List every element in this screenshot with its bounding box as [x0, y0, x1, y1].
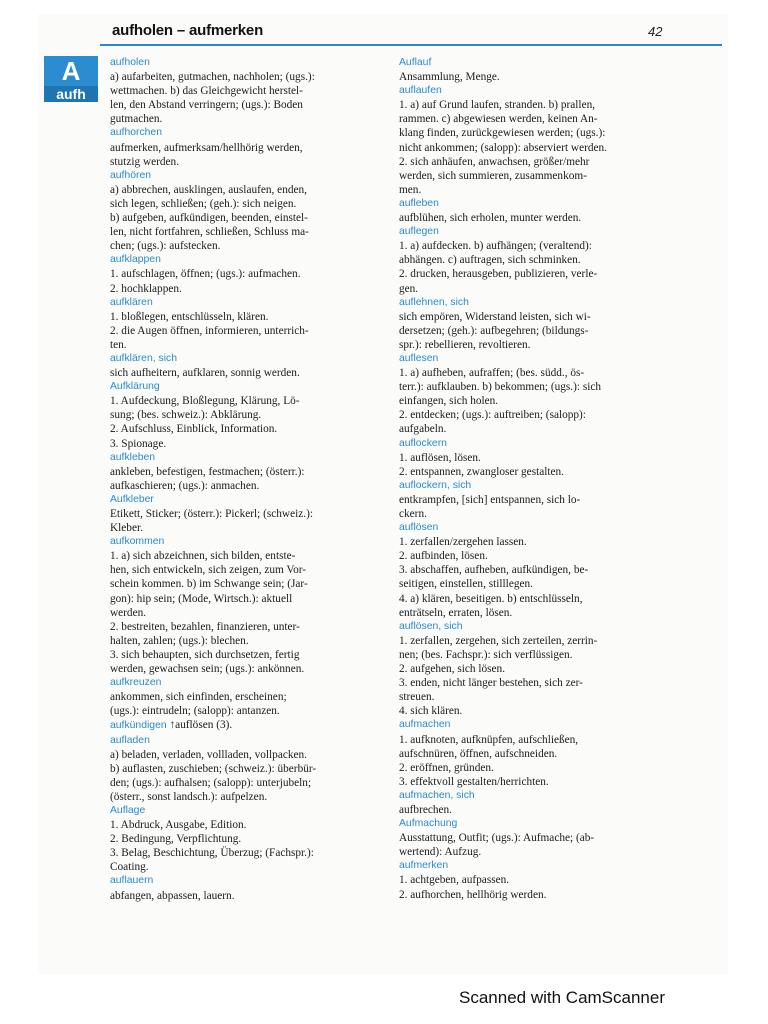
entry-text-line: Coating.: [110, 861, 149, 874]
entry-headword: aufklären: [110, 296, 153, 308]
entry-text-line: 3. enden, nicht länger bestehen, sich zer-: [399, 677, 583, 690]
entry-text-line: 1. a) auf Grund laufen, stranden. b) prallen,: [399, 99, 596, 112]
entry-headword: aufleben: [399, 197, 439, 209]
entry-text-line: sich legen, schließen; (geh.): sich neigen.: [110, 197, 297, 210]
entry-headword: auflockern: [399, 437, 447, 449]
entry-text-line: 2. drucken, herausgeben, publizieren, verle-: [399, 268, 598, 281]
entry-headword: aufhorchen: [110, 127, 162, 139]
entry-text-line: Kleber.: [110, 522, 143, 535]
page-header-title: aufholen – aufmerken: [112, 22, 264, 39]
entry-headword: auflösen, sich: [399, 620, 463, 632]
entry-text-line: 1. aufschlagen, öffnen; (ugs.): aufmachen.: [110, 268, 301, 281]
entry-text-line: werden, gewachsen sein; (ugs.): ankönnen.: [110, 663, 305, 676]
entry-text-line: stutzig werden.: [110, 155, 180, 168]
entry-text-line: 2. aufhorchen, hellhörig werden.: [399, 888, 547, 901]
entry-crossref-line: [110, 718, 378, 733]
entry-headword: Aufklärung: [110, 381, 160, 393]
entry-text-line: abfangen, abpassen, lauern.: [110, 889, 235, 902]
entry-text-line: werden, sich summieren, zusammenkom-: [399, 169, 587, 182]
entry-text-line: 1. a) aufdecken. b) aufhängen; (veraltend):: [399, 240, 592, 253]
header-rule: [100, 44, 722, 46]
entry-text-line: 2. Aufschluss, Einblick, Information.: [110, 423, 278, 436]
entry-text-line: terr.): aufklauben. b) bekommen; (ugs.): sich: [399, 381, 602, 394]
entry-text-line: 2. bestreiten, bezahlen, finanzieren, unter-: [110, 620, 300, 633]
entry-text-line: len, nicht fortfahren, schließen, Schluss ma-: [110, 226, 309, 239]
entry-headword: Aufkleber: [110, 493, 154, 505]
entry-crossref: ↑auflösen (3).: [169, 719, 233, 732]
entry-text-line: ankleben, befestigen, festmachen; (österr.):: [110, 465, 305, 478]
entry-headword: aufkleben: [110, 451, 156, 463]
entry-headword: aufkreuzen: [110, 677, 162, 689]
right-column: [399, 56, 709, 902]
scanner-watermark: Scanned with CamScanner: [459, 988, 666, 1007]
entry-text-line: 1. a) aufheben, aufraffen; (bes. südd., ös-: [399, 367, 585, 380]
left-column: [110, 56, 378, 903]
entry-headword: aufkommen: [110, 536, 165, 548]
entry-text-line: gutmachen.: [110, 113, 163, 126]
entry-text-line: 2. die Augen öffnen, informieren, unterrich-: [110, 324, 309, 337]
entry-text-line: a) abbrechen, ausklingen, auslaufen, enden,: [110, 183, 307, 196]
entry-text-line: aufmerken, aufmerksam/hellhörig werden,: [110, 141, 303, 154]
entry-text-line: 1. a) sich abzeichnen, sich bilden, entste-: [110, 550, 296, 563]
entry-text-line: entkrampfen, [sich] entspannen, sich lo-: [399, 493, 581, 506]
entry-text-line: 2. sich anhäufen, anwachsen, größer/mehr: [399, 155, 590, 168]
entry-headword: auflauern: [110, 875, 154, 887]
entry-text-line: seitigen, einstellen, stilllegen.: [399, 578, 533, 591]
entry-text-line: klang finden, zurückgewiesen werden; (ugs.):: [399, 127, 606, 140]
entry-text-line: len, den Abstand verringern; (ugs.): Boden: [110, 99, 303, 112]
entry-headword: auflösen: [399, 522, 439, 534]
entry-text-line: wertend): Aufzug.: [399, 846, 482, 859]
entry-text-line: streuen.: [399, 691, 435, 704]
entry-text-line: ckern.: [399, 508, 427, 520]
entry-text-line: 2. aufbinden, lösen.: [399, 550, 488, 563]
entry-text-line: 2. aufgehen, sich lösen.: [399, 663, 506, 676]
entry-headword: aufkündigen: [110, 720, 167, 732]
entry-headword: auflockern, sich: [399, 479, 472, 491]
entry-text-line: den; (ugs.): aufhalsen; (salopp): unterjubeln;: [110, 776, 312, 789]
entry-text-line: 2. entspannen, zwangloser gestalten.: [399, 465, 565, 478]
entry-text-line: 1. bloßlegen, entschlüsseln, klären.: [110, 310, 269, 323]
entry-text-line: 1. auflösen, lösen.: [399, 451, 481, 464]
entry-text-line: 2. hochklappen.: [110, 282, 182, 295]
entry-text-line: schein kommen. b) im Schwange sein; (Jar-: [110, 578, 308, 591]
entry-headword: aufklären, sich: [110, 352, 177, 364]
entry-headword: Auflage: [110, 804, 146, 816]
entry-headword: aufmerken: [399, 860, 449, 872]
entry-text-line: 4. sich klären.: [399, 705, 463, 718]
entry-text-line: abhängen. c) auftragen, sich schminken.: [399, 254, 581, 267]
entry-headword: Auflauf: [399, 57, 432, 68]
entry-text-line: nen; (bes. Fachspr.): sich verflüssigen.: [399, 648, 573, 661]
entry-text-line: 1. Aufdeckung, Bloßlegung, Klärung, Lö-: [110, 395, 300, 408]
entry-text-line: sich empören, Widerstand leisten, sich wi-: [399, 310, 591, 323]
entry-text-line: a) aufarbeiten, gutmachen, nachholen; (ugs.):: [110, 71, 315, 84]
entry-text-line: 3. effektvoll gestalten/herrichten.: [399, 775, 549, 788]
entry-text-line: 4. a) klären, beseitigen. b) entschlüsseln,: [399, 592, 583, 605]
entry-text-line: men.: [399, 183, 422, 196]
entry-text-line: 1. achtgeben, aufpassen.: [399, 874, 510, 887]
entry-text-line: Ausstattung, Outfit; (ugs.): Aufmache; (ab-: [399, 832, 595, 845]
page-number: 42: [648, 24, 663, 39]
entry-text-line: ten.: [110, 338, 127, 351]
entry-text-line: b) auflasten, zuschieben; (schweiz.): überbür-: [110, 762, 317, 775]
entry-text-line: a) beladen, verladen, vollladen, vollpacken.: [110, 748, 307, 761]
entry-text-line: aufblühen, sich erholen, munter werden.: [399, 212, 582, 225]
entry-headword: Aufmachung: [399, 818, 458, 830]
thumb-index-letter: A: [61, 56, 81, 86]
entry-text-line: chen; (ugs.): aufstecken.: [110, 240, 221, 253]
entry-text-line: halten, zahlen; (ugs.): blechen.: [110, 634, 249, 647]
entry-text-line: ankommen, sich einfinden, erscheinen;: [110, 691, 287, 704]
entry-headword: auflesen: [399, 352, 439, 364]
entry-headword: auflehnen, sich: [399, 296, 469, 308]
entry-text-line: dersetzen; (geh.): aufbegehren; (bildungs-: [399, 324, 589, 337]
entry-headword: aufhören: [110, 169, 152, 181]
entry-text-line: Ansammlung, Menge.: [399, 71, 500, 84]
entry-text-line: aufschnüren, öffnen, aufschneiden.: [399, 747, 558, 760]
entry-headword: aufmachen, sich: [399, 789, 475, 801]
entry-text-line: hen, sich entwickeln, sich zeigen, zum Vor-: [110, 564, 307, 577]
entry-text-line: 1. aufknoten, aufknüpfen, aufschließen,: [399, 733, 579, 746]
entry-text-line: 3. Spionage.: [110, 437, 167, 450]
entry-text-line: 2. entdecken; (ugs.): auftreiben; (salopp):: [399, 409, 586, 422]
entry-text-line: 1. zerfallen/zergehen lassen.: [399, 536, 527, 549]
entry-text-line: aufgabeln.: [399, 423, 447, 436]
entry-text-line: aufbrechen.: [399, 803, 452, 816]
entry-headword: aufladen: [110, 734, 150, 746]
entry-text-line: Etikett, Sticker; (österr.): Pickerl; (schweiz.):: [110, 508, 313, 520]
entry-text-line: 3. abschaffen, aufheben, aufkündigen, be-: [399, 564, 589, 577]
entry-headword: aufholen: [110, 57, 150, 68]
entry-text-line: 2. eröffnen, gründen.: [399, 761, 494, 774]
entry-text-line: 2. Bedingung, Verpflichtung.: [110, 833, 242, 846]
entry-text-line: sich aufheitern, aufklaren, sonnig werden.: [110, 367, 300, 380]
entry-text-line: b) aufgeben, aufkündigen, beenden, einstel-: [110, 212, 308, 225]
entry-text-line: werden.: [110, 606, 147, 619]
entry-text-line: sung; (bes. schweiz.): Abklärung.: [110, 409, 262, 422]
entry-text-line: enträtseln, erraten, lösen.: [399, 606, 513, 619]
thumb-index-word: aufh: [44, 86, 98, 102]
entry-text-line: 3. sich behaupten, sich durchsetzen, fertig: [110, 648, 300, 661]
entry-text-line: (ugs.): eintrudeln; (salopp): antanzen.: [110, 705, 280, 718]
entry-headword: aufklappen: [110, 254, 161, 266]
entry-text-line: aufkaschieren; (ugs.): anmachen.: [110, 479, 260, 492]
entry-text-line: gen.: [399, 282, 419, 295]
entry-headword: auflaufen: [399, 85, 442, 97]
entry-text-line: 1. Abdruck, Ausgabe, Edition.: [110, 819, 247, 832]
entry-text-line: einfangen, sich holen.: [399, 395, 499, 408]
entry-headword: auflegen: [399, 226, 439, 238]
entry-text-line: 3. Belag, Beschichtung, Überzug; (Fachspr.):: [110, 847, 314, 860]
entry-text-line: wettmachen. b) das Gleichgewicht herstel-: [110, 85, 303, 98]
entry-text-line: (österr., sonst landsch.): aufpelzen.: [110, 790, 268, 803]
entry-text-line: nicht ankommen; (salopp): abserviert werden.: [399, 141, 607, 154]
entry-text-line: spr.): rebellieren, revoltieren.: [399, 338, 531, 351]
entry-text-line: 1. zerfallen, zergehen, sich zerteilen, zerrin-: [399, 634, 598, 647]
entry-text-line: gon): hip sein; (Mode, Wirtsch.): aktuell: [110, 592, 293, 605]
entry-headword: aufmachen: [399, 719, 451, 731]
entry-text-line: rammen. c) abgewiesen werden, keinen An-: [399, 113, 598, 126]
